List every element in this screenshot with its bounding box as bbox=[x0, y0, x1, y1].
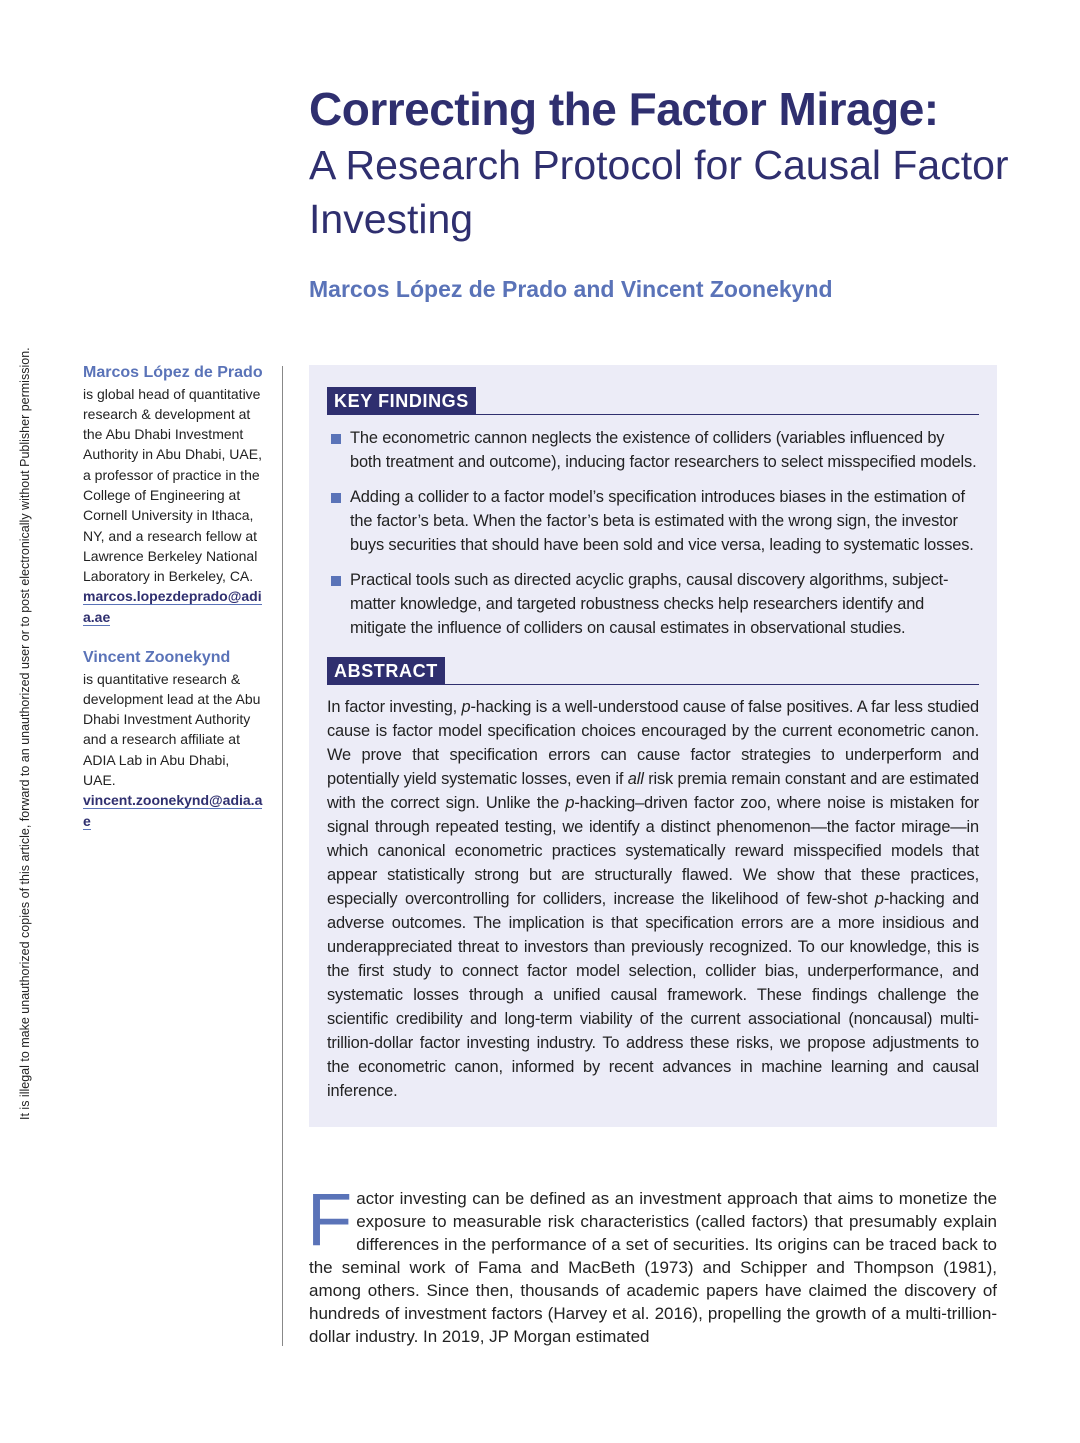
key-findings-header bbox=[327, 387, 979, 415]
body-paragraph bbox=[307, 1178, 997, 1348]
author-bio-text: is quantitative research & development lead at the Abu Dhabi Investment Authority and a research affiliate at ADIA Lab in Abu Dhabi, UAE. bbox=[83, 670, 261, 789]
finding-text: Adding a collider to a factor model’s specification introduces biases in the estimation of the factor’s beta. When the factor’s beta is estimated with the wrong sign, the investor buys securities that should have been sold and vice versa, leading to systematic losses. bbox=[350, 488, 974, 554]
finding-text: Practical tools such as directed acyclic graphs, causal discovery algorithms, subject-matter knowledge, and targeted robustness checks help researchers identify and mitigate the influence of colliders on causal estimates in observational studies. bbox=[350, 571, 949, 637]
copyright-notice-text: It is illegal to make unauthorized copies of this article, forward to an unauthorized user or to post electronically without Publisher permission. bbox=[18, 347, 32, 1120]
square-bullet-icon bbox=[331, 576, 341, 586]
authors-line: Marcos López de Prado and Vincent Zoonekynd bbox=[309, 276, 833, 302]
abstract-text: In factor investing, p-hacking is a well-understood cause of false positives. A far less studied cause is factor model specification choices encouraged by the current econometric canon. We prove that specification errors can cause factor strategies to underperform and potentially yield systematic losses, even if all risk premia remain constant and are estimated with the correct sign. Unlike the p-hacking–driven factor zoo, where noise is mistaken for signal through repeated testing, we identify a distinct phenomenon—the factor mirage—in which canonical econometric practices systematically reward misspecified models that appear statistically strong but are structurally flawed. We show that these practices, especially overcontrolling for colliders, increase the likelihood of few-shot p-hacking and adverse outcomes. The implication is that specification errors are a more insidious and underappreciated threat to investors than previously recognized. To our knowledge, this is the first study to connect factor model selection, collider bias, underperformance, and systematic losses through a unified causal framework. These findings challenge the scientific credibility and long-term viability of the current associational (noncausal) multi-trillion-dollar factor investing industry. To address these risks, we propose adjustments to the econometric canon, informed by recent advances in machine learning and causal inference. bbox=[327, 698, 980, 1100]
author-bio bbox=[83, 647, 263, 831]
finding-text: The econometric cannon neglects the existence of colliders (variables influenced by both treatment and outcome), inducing factor researchers to select misspecified models. bbox=[350, 429, 977, 471]
author-bio bbox=[83, 362, 263, 627]
body-paragraph-text: actor investing can be defined as an investment approach that aims to monetize the exposure to measurable risk characteristics (called factors) that presumably explain differences in the performance of a set of securities. Its origins can be traced back to the seminal work of Fama and MacBeth (1973) and Schipper and Thompson (1981), among others. Since then, thousands of academic papers have claimed the discovery of hundreds of investment factors (Harvey et al. 2016), propelling the growth of a multi-trillion-dollar industry. In 2019, JP Morgan estimated bbox=[309, 1189, 997, 1346]
author-bio-name: Vincent Zoonekynd bbox=[83, 649, 231, 667]
column-divider bbox=[282, 366, 283, 1346]
list-item bbox=[327, 426, 979, 474]
article-subtitle: A Research Protocol for Causal Factor Investing bbox=[309, 142, 1009, 242]
author-bios bbox=[83, 362, 263, 851]
key-findings-list bbox=[327, 426, 979, 651]
list-item bbox=[327, 485, 979, 557]
abstract-header bbox=[327, 657, 979, 685]
summary-panel bbox=[309, 365, 997, 1127]
author-email-link[interactable]: marcos.lopezdeprado@adia.ae bbox=[83, 588, 262, 625]
author-bio-text: is global head of quantitative research & development at the Abu Dhabi Investment Authority in Abu Dhabi, UAE, a professor of practice in the College of Engineering at Cornell University in Ithaca, NY, and a research fellow at Lawrence Berkeley National Laboratory in Berkeley, CA. bbox=[83, 385, 262, 585]
copyright-notice bbox=[0, 330, 36, 1120]
square-bullet-icon bbox=[331, 434, 341, 444]
article-title: Correcting the Factor Mirage: bbox=[309, 83, 939, 135]
abstract-label: ABSTRACT bbox=[327, 657, 445, 684]
list-item bbox=[327, 568, 979, 640]
key-findings-label: KEY FINDINGS bbox=[327, 387, 476, 414]
square-bullet-icon bbox=[331, 493, 341, 503]
drop-cap: F bbox=[307, 1178, 353, 1261]
author-email-link[interactable]: vincent.zoonekynd@adia.ae bbox=[83, 792, 263, 829]
author-bio-name: Marcos López de Prado bbox=[83, 364, 263, 381]
